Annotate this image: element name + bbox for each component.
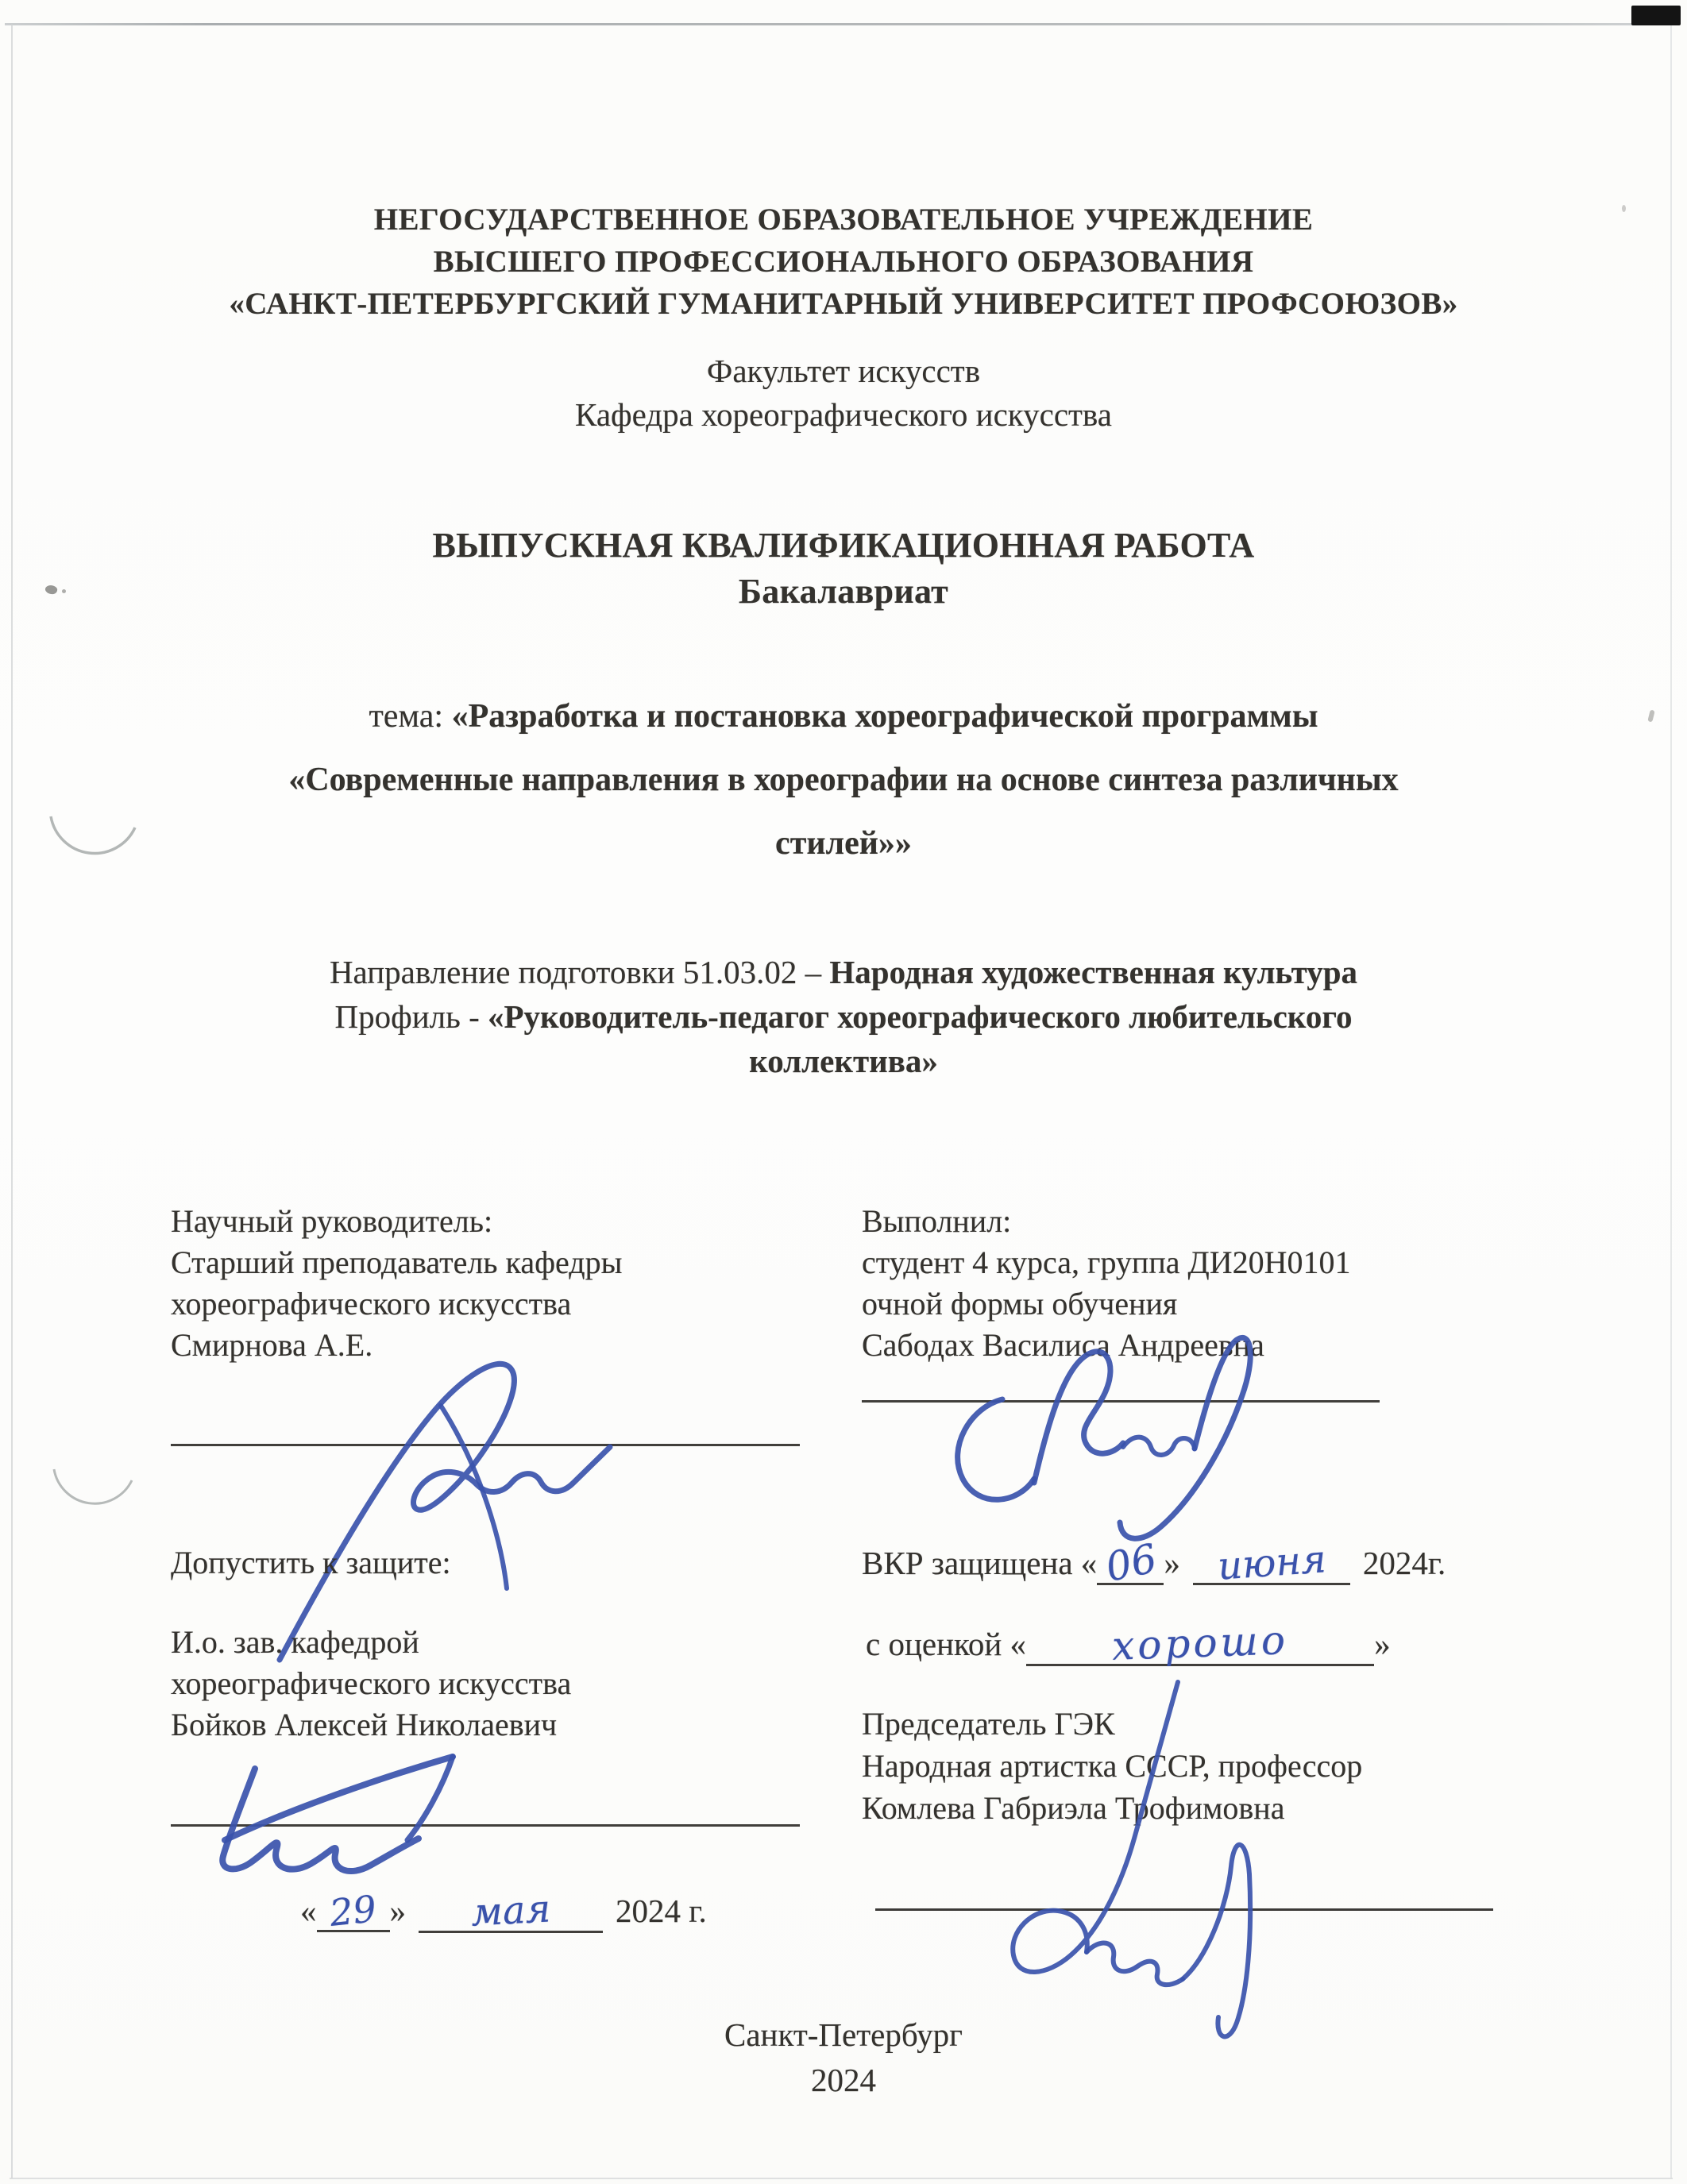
gek-chair-block	[862, 1703, 1362, 1829]
defense-day-handwritten: 06	[1101, 1534, 1160, 1591]
university-header	[0, 199, 1687, 325]
theme-line3: стилей»»	[775, 825, 912, 862]
defense-month-handwritten: июня	[1215, 1537, 1327, 1589]
supervisor-signature	[238, 1326, 627, 1668]
footer-city: Санкт-Петербург	[724, 2016, 963, 2053]
theme-title-part1: «Разработка и постановка хореографической программы	[451, 698, 1318, 735]
theme-line1	[0, 685, 1687, 748]
grade-prefix: с оценкой «	[866, 1626, 1027, 1662]
defended-prefix: ВКР защищена «	[862, 1545, 1098, 1581]
chair-line1: Народная артистка СССР, профессор	[862, 1748, 1363, 1784]
direction-line	[0, 950, 1687, 994]
date-close-quote: »	[389, 1893, 406, 1929]
admit-label: Допустить к защите:	[171, 1545, 451, 1580]
work-type: ВЫПУСКНАЯ КВАЛИФИКАЦИОННАЯ РАБОТА	[432, 526, 1255, 565]
supervisor-title: Научный руководитель:	[171, 1203, 493, 1239]
scan-edge-right	[1670, 25, 1672, 2178]
chair-name: Комлева Габриэла Трофимовна	[862, 1790, 1285, 1826]
defended-after-day: »	[1164, 1545, 1180, 1581]
date-open-quote: «	[300, 1893, 317, 1929]
grade-slot	[1026, 1617, 1374, 1669]
footer-block	[0, 2012, 1687, 2103]
profile-line1	[0, 994, 1687, 1039]
author-signature-line	[862, 1400, 1380, 1403]
footer-year: 2024	[811, 2062, 876, 2098]
org-type-line1: НЕГОСУДАРСТВЕННОЕ ОБРАЗОВАТЕЛЬНОЕ УЧРЕЖДЕНИЕ	[373, 203, 1314, 237]
profile-name-part2: коллектива»	[749, 1043, 938, 1079]
author-name: Сабодах Василиса Андреевна	[862, 1327, 1264, 1363]
admission-day-handwritten: 29	[327, 1887, 379, 1935]
supervisor-position1: Старший преподаватель кафедры	[171, 1244, 623, 1280]
scan-edge-left	[11, 25, 13, 2178]
direction-prefix: Направление подготовки 51.03.02 –	[329, 954, 830, 990]
author-title: Выполнил:	[862, 1203, 1012, 1239]
author-line2: очной формы обучения	[862, 1286, 1178, 1322]
admission-date-row	[300, 1886, 707, 1935]
defense-date-line	[862, 1534, 1446, 1591]
faculty-name: Факультет искусств	[706, 353, 981, 389]
department-head-block	[171, 1622, 571, 1746]
admission-month-handwritten: мая	[469, 1886, 552, 1935]
admission-year: 2024 г.	[616, 1893, 707, 1929]
department-name: Кафедра хореографического искусства	[575, 396, 1112, 433]
gek-chair-signature-line	[875, 1908, 1493, 1911]
author-line1: студент 4 курса, группа ДИ20Н0101	[862, 1244, 1351, 1280]
scan-edge-top	[5, 23, 1666, 25]
theme-label: тема:	[369, 698, 452, 735]
scan-corner-mark	[1631, 6, 1681, 25]
author-block	[862, 1201, 1624, 1366]
thesis-theme	[0, 685, 1687, 875]
supervisor-position2: хореографического искусства	[171, 1286, 572, 1322]
chair-title: Председатель ГЭК	[862, 1706, 1115, 1742]
university-name: «САНКТ-ПЕТЕРБУРГСКИЙ ГУМАНИТАРНЫЙ УНИВЕРСИТЕТ ПРОФСОЮЗОВ»	[229, 287, 1458, 321]
grade-suffix: »	[1374, 1626, 1391, 1662]
profile-prefix: Профиль -	[334, 998, 488, 1035]
work-type-block	[0, 523, 1687, 615]
theme-line2: «Современные направления в хореографии на основе синтеза различных	[288, 762, 1399, 798]
defense-year: 2024г.	[1362, 1545, 1446, 1581]
degree-level: Бакалавриат	[738, 572, 949, 611]
head-position1: И.о. зав. кафедрой	[171, 1624, 419, 1660]
admission-month-slot	[419, 1886, 603, 1935]
direction-name: Народная художественная культура	[829, 954, 1358, 990]
defense-day-slot	[1097, 1534, 1164, 1591]
program-block	[0, 950, 1687, 1083]
hole-punch-mark-bottom	[46, 1455, 143, 1528]
department-head-signature-line	[171, 1824, 800, 1827]
scan-edge-bottom	[10, 2178, 1673, 2179]
supervisor-name: Смирнова А.Е.	[171, 1327, 373, 1363]
grade-line	[866, 1617, 1391, 1669]
org-type-line2: ВЫСШЕГО ПРОФЕССИОНАЛЬНОГО ОБРАЗОВАНИЯ	[433, 245, 1254, 279]
admission-day-slot	[317, 1887, 390, 1935]
supervisor-block	[171, 1201, 854, 1366]
grade-handwritten: хорошо	[1111, 1617, 1289, 1669]
head-name: Бойков Алексей Николаевич	[171, 1707, 558, 1742]
supervisor-signature-line	[171, 1444, 800, 1446]
profile-name-part1: «Руководитель-педагог хореографического любительского	[487, 998, 1353, 1035]
department-head-signature	[179, 1743, 528, 1882]
head-position2: хореографического искусства	[171, 1665, 572, 1701]
defense-month-slot	[1193, 1537, 1350, 1589]
faculty-department	[0, 349, 1687, 437]
